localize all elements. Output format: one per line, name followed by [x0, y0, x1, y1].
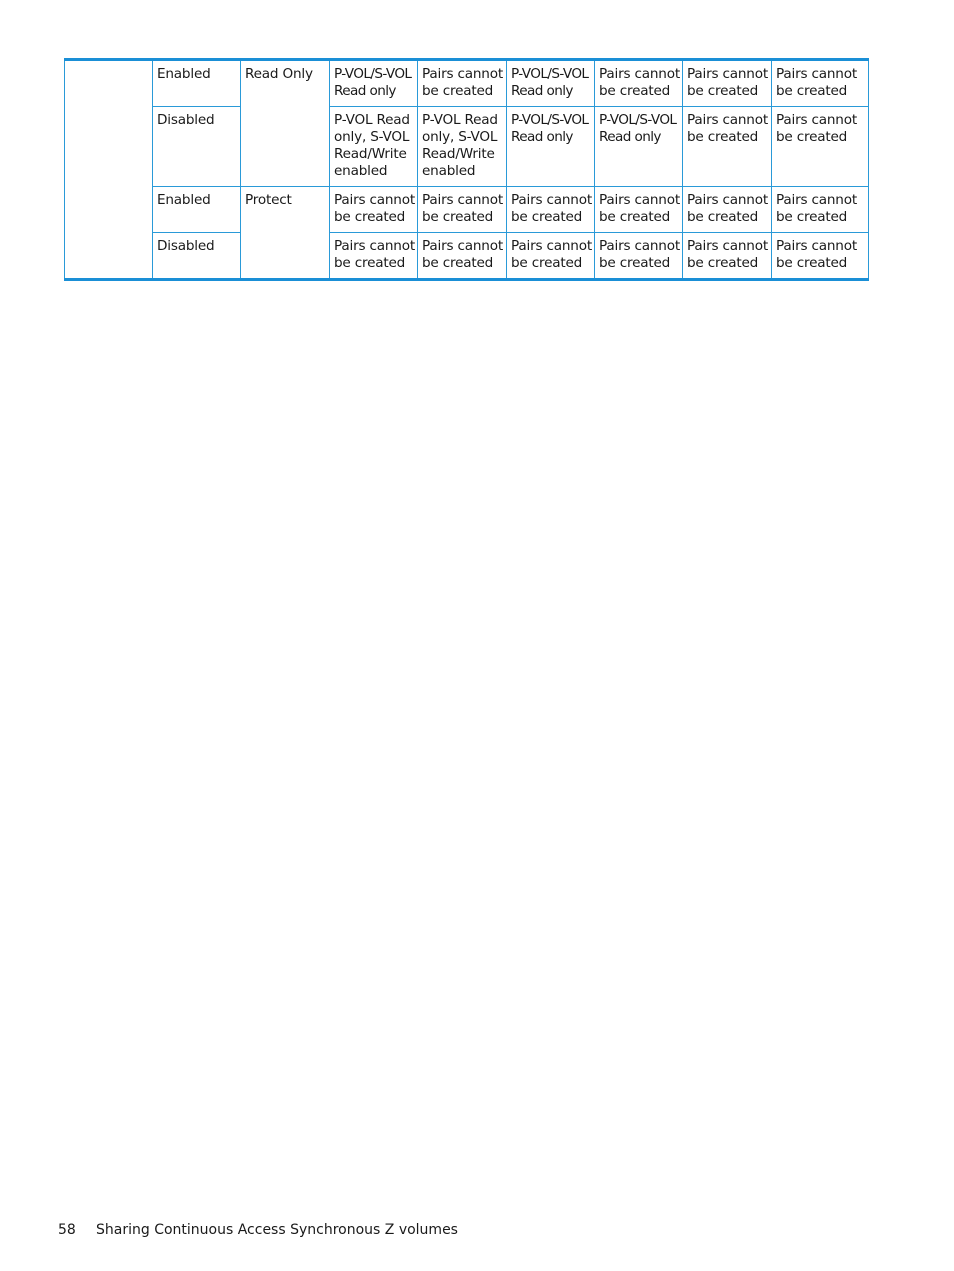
table-cell [241, 187, 330, 280]
cell-text-line: Pairs cannot [776, 192, 857, 208]
cell-text-line: Pairs cannot [334, 238, 415, 254]
table-cell [507, 107, 595, 187]
cell-text-line: Pairs cannot [599, 238, 680, 254]
table-cell [330, 187, 418, 233]
cell-text-line: Read/Write [334, 146, 407, 162]
table-row [65, 107, 869, 187]
cell-text-line: Pairs cannot [422, 238, 503, 254]
cell-text-line: Pairs cannot [776, 66, 857, 82]
table-cell [683, 107, 772, 187]
table-cell [507, 60, 595, 107]
cell-text-line: Pairs cannot [334, 192, 415, 208]
table-cell [683, 187, 772, 233]
cell-text-line: be created [599, 83, 671, 99]
table-cell [153, 60, 241, 107]
cell-text-line: be created [776, 209, 848, 225]
table-cell [507, 187, 595, 233]
table-row [65, 187, 869, 233]
table-cell [507, 233, 595, 280]
cell-text-line: Pairs cannot [599, 66, 680, 82]
section-title: Sharing Continuous Access Synchronous Z volumes [96, 1222, 458, 1238]
table-cell [153, 107, 241, 187]
cell-text-line: Pairs cannot [687, 192, 768, 208]
table-cell [330, 107, 418, 187]
table-row [65, 60, 869, 107]
cell-text-line: be created [776, 129, 848, 145]
table-cell [595, 187, 683, 233]
cell-text-line: Read Only [245, 66, 313, 82]
cell-text-line: Pairs cannot [599, 192, 680, 208]
cell-text-line: Pairs cannot [687, 66, 768, 82]
cell-text-line: be created [422, 83, 494, 99]
cell-text-line: be created [422, 255, 494, 271]
cell-text-line: Disabled [157, 112, 215, 128]
table-cell [595, 60, 683, 107]
table-cell [772, 60, 869, 107]
cell-text-line: be created [687, 129, 759, 145]
cell-text-line: Pairs cannot [776, 112, 857, 128]
table-cell [418, 187, 507, 233]
cell-text-line: P-VOL/S-VOL [511, 66, 589, 82]
table-cell [418, 107, 507, 187]
cell-text-line: Pairs cannot [422, 192, 503, 208]
cell-text-line: Read only [511, 129, 573, 145]
cell-text-line: be created [687, 209, 759, 225]
cell-text-line: be created [776, 83, 848, 99]
cell-text-line: P-VOL Read [334, 112, 410, 128]
table-cell [330, 233, 418, 280]
cell-text-line: Pairs cannot [687, 112, 768, 128]
table-cell [418, 233, 507, 280]
cell-text-line: be created [599, 209, 671, 225]
cell-text-line: Read/Write [422, 146, 495, 162]
cell-text-line: Enabled [157, 66, 211, 82]
cell-text-line: Disabled [157, 238, 215, 254]
cell-text-line: be created [687, 83, 759, 99]
cell-text-line: P-VOL/S-VOL [334, 66, 412, 82]
cell-text-line: only, S-VOL [422, 129, 498, 145]
table-cell [595, 107, 683, 187]
cell-text-line: Pairs cannot [776, 238, 857, 254]
cell-text-line: P-VOL/S-VOL [511, 112, 589, 128]
cell-text-line: Read only [511, 83, 573, 99]
table-cell [241, 60, 330, 187]
cell-text-line: be created [511, 255, 583, 271]
table-cell [683, 60, 772, 107]
cell-text-line: be created [334, 209, 406, 225]
cell-text-line: be created [422, 209, 494, 225]
table-cell [683, 233, 772, 280]
cell-text-line: enabled [334, 163, 388, 179]
cell-text-line: be created [687, 255, 759, 271]
cell-text-line: Pairs cannot [511, 238, 592, 254]
cell-text-line: only, S-VOL [334, 129, 410, 145]
cell-text-line: Enabled [157, 192, 211, 208]
page-number: 58 [58, 1222, 76, 1238]
cell-text-line: Protect [245, 192, 292, 208]
cell-text-line: be created [776, 255, 848, 271]
table-cell [418, 60, 507, 107]
cell-text-line: Read only [334, 83, 396, 99]
page-footer [58, 1222, 458, 1238]
table-row [65, 233, 869, 280]
table-cell [595, 233, 683, 280]
table-container [64, 58, 868, 281]
cell-text-line: Pairs cannot [687, 238, 768, 254]
cell-text-line: P-VOL Read [422, 112, 498, 128]
compatibility-table [64, 58, 869, 281]
table-cell [772, 233, 869, 280]
cell-text-line: Read only [599, 129, 661, 145]
table-cell [153, 233, 241, 280]
table-cell [330, 60, 418, 107]
table-cell [772, 187, 869, 233]
cell-text-line: enabled [422, 163, 476, 179]
cell-text-line: be created [599, 255, 671, 271]
cell-text-line: Pairs cannot [422, 66, 503, 82]
table-cell [772, 107, 869, 187]
cell-text-line: P-VOL/S-VOL [599, 112, 677, 128]
cell-text-line: Pairs cannot [511, 192, 592, 208]
table-cell [153, 187, 241, 233]
empty-group-cell [65, 60, 153, 280]
cell-text-line: be created [511, 209, 583, 225]
cell-text-line: be created [334, 255, 406, 271]
